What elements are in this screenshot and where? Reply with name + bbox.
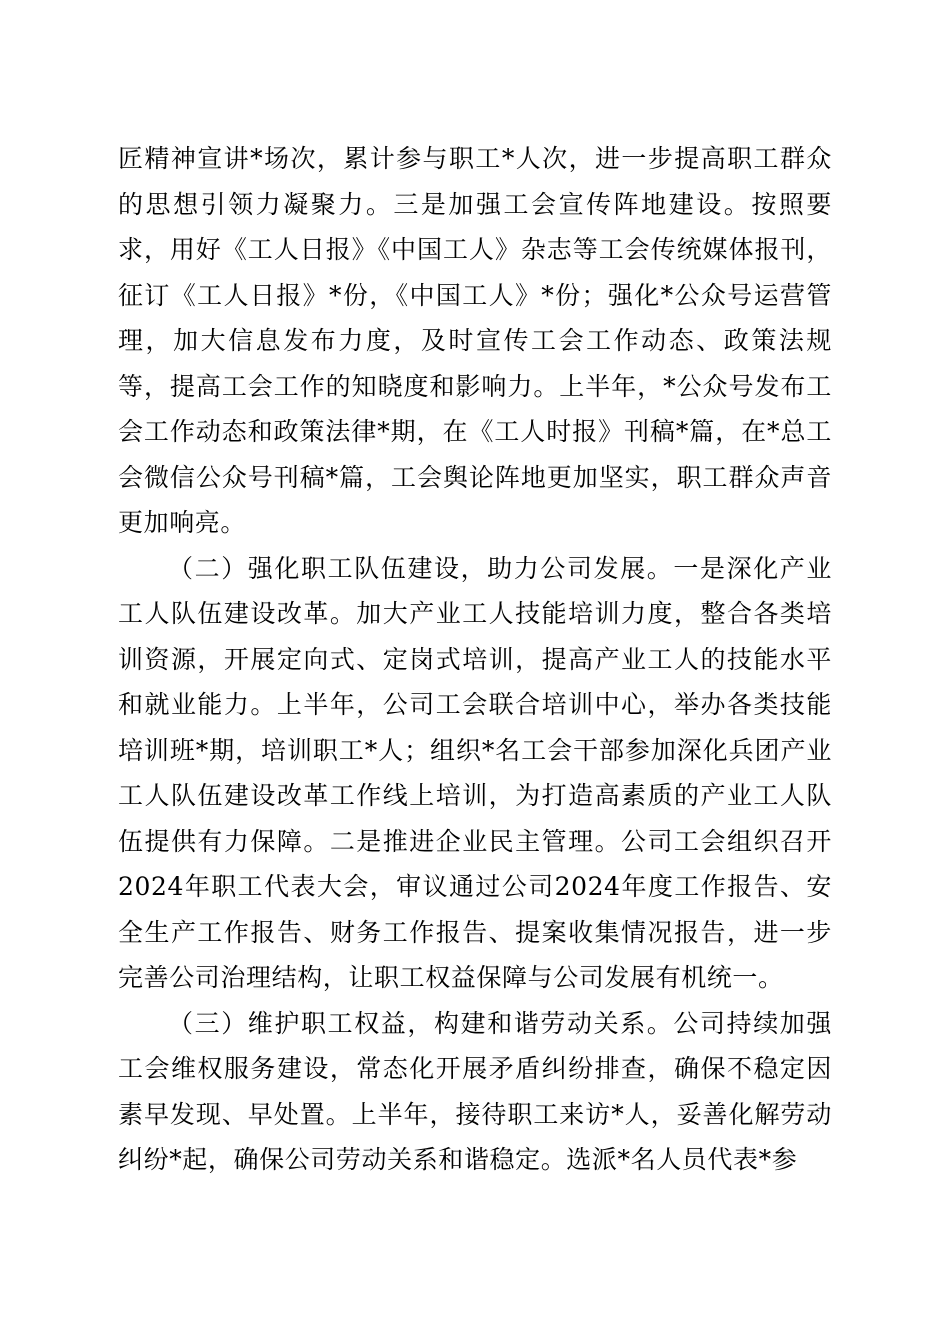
paragraph-continued: 匠精神宣讲*场次，累计参与职工*人次，进一步提高职工群众的思想引领力凝聚力。三是加强工会宣传阵地建设。按照要求，用好《工人日报》《中国工人》杂志等工会传统媒体报刊，征订《工人日报》*份，《中国工人》*份；强化*公众号运营管理，加大信息发布力度，及时宣传工会工作动态、政策法规等，提高工会工作的知晓度和影响力。上半年，*公众号发布工会工作动态和政策法律*期，在《工人时报》刊稿*篇，在*总工会微信公众号刊稿*篇，工会舆论阵地更加坚实，职工群众声音更加响亮。 bbox=[118, 144, 832, 537]
section-3-body: 公司持续加强工会维权服务建设，常态化开展矛盾纠纷排查，确保不稳定因素早发现、早处置。上半年，接待职工来访*人，妥善化解劳动纠纷*起，确保公司劳动关系和谐稳定。选派*名人员代表*参 bbox=[118, 1008, 832, 1174]
document-body bbox=[118, 136, 832, 1183]
paragraph-section-2 bbox=[118, 546, 832, 1001]
paragraph-section-3 bbox=[118, 1001, 832, 1183]
section-2-heading: （二）强化职工队伍建设，助力公司发展。 bbox=[168, 553, 674, 583]
section-3-heading: （三）维护职工权益，构建和谐劳动关系。 bbox=[168, 1008, 674, 1038]
section-2-body: 一是深化产业工人队伍建设改革。加大产业工人技能培训力度，整合各类培训资源，开展定向式、定岗式培训，提高产业工人的技能水平和就业能力。上半年，公司工会联合培训中心，举办各类技能培训班*期，培训职工*人；组织*名工会干部参加深化兵团产业工人队伍建设改革工作线上培训，为打造高素质的产业工人队伍提供有力保障。二是推进企业民主管理。公司工会组织召开2024年职工代表大会，审议通过公司2024年度工作报告、安全生产工作报告、财务工作报告、提案收集情况报告，进一步完善公司治理结构，让职工权益保障与公司发展有机统一。 bbox=[118, 553, 832, 992]
